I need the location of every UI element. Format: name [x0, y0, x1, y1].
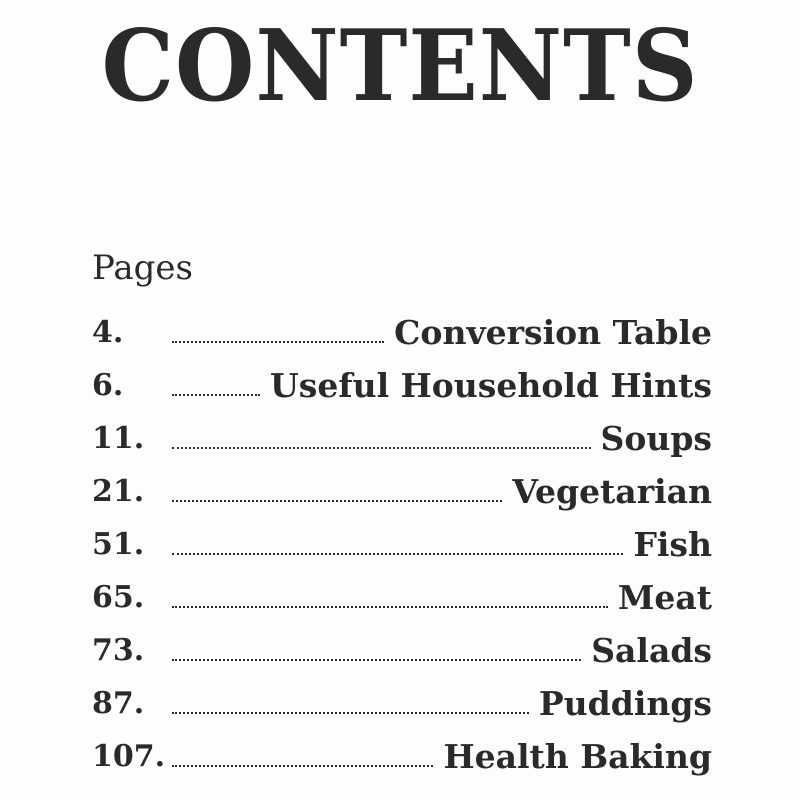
toc-section-title: Soups — [600, 419, 712, 458]
toc-section-title: Conversion Table — [394, 313, 712, 352]
toc-page-number: 65. — [92, 580, 145, 615]
dot-leader — [172, 658, 581, 661]
toc-page-number: 51. — [92, 527, 145, 562]
toc-entry — [92, 565, 712, 618]
dot-leader — [172, 764, 433, 767]
toc-entry — [92, 512, 712, 565]
toc-section-title: Puddings — [538, 684, 712, 723]
dot-leader — [172, 446, 591, 449]
toc-section-title: Vegetarian — [512, 472, 712, 511]
toc-entry — [92, 618, 712, 671]
toc-entry — [92, 353, 712, 406]
toc-entry — [92, 724, 712, 777]
dot-leader — [172, 340, 384, 343]
toc-section-title: Health Baking — [443, 737, 712, 776]
toc-section-title: Meat — [617, 578, 712, 617]
toc-page-number: 6. — [92, 368, 124, 403]
toc-page-number: 107. — [92, 739, 166, 774]
toc-section-title: Salads — [591, 631, 712, 670]
dot-leader — [172, 552, 623, 555]
dot-leader — [172, 711, 529, 714]
toc-page-number: 4. — [92, 315, 124, 350]
table-of-contents — [92, 300, 712, 777]
pages-column-label: Pages — [92, 248, 193, 288]
toc-section-title: Fish — [633, 525, 712, 564]
page-title: CONTENTS — [101, 9, 699, 124]
toc-page-number: 73. — [92, 633, 145, 668]
toc-page-number: 11. — [92, 421, 145, 456]
toc-entry — [92, 406, 712, 459]
toc-entry — [92, 459, 712, 512]
toc-entry — [92, 300, 712, 353]
dot-leader — [172, 393, 260, 396]
toc-page-number: 87. — [92, 686, 145, 721]
toc-entry — [92, 671, 712, 724]
toc-page-number: 21. — [92, 474, 145, 509]
toc-section-title: Useful Household Hints — [270, 366, 712, 405]
dot-leader — [172, 605, 608, 608]
dot-leader — [172, 499, 502, 502]
